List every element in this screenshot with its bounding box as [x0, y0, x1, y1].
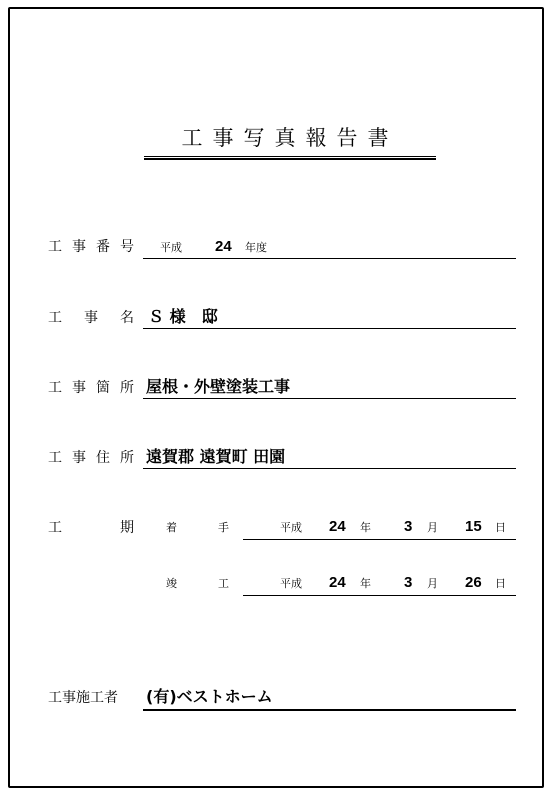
construction-address-label: [48, 449, 134, 467]
start-year: 24: [329, 518, 346, 535]
label-char: 住: [96, 450, 110, 466]
construction-location-label: [48, 379, 134, 397]
label-char: 工: [48, 239, 62, 255]
start-label-char-2: 手: [218, 521, 229, 534]
end-underline: [243, 595, 516, 596]
location-underline: [143, 398, 516, 399]
start-label-char-1: 着: [166, 521, 177, 534]
contractor-value: (有)ベストホーム: [146, 687, 273, 706]
number-year: 24: [215, 238, 232, 255]
label-char: 名: [120, 310, 134, 326]
label-char: 番: [96, 239, 110, 255]
label-char: 号: [120, 239, 134, 255]
start-era: 平成: [280, 521, 302, 534]
label-char: 事: [72, 239, 86, 255]
construction-address-value: 遠賀郡 遠賀町 田園: [146, 447, 286, 466]
label-char: 事: [84, 310, 98, 326]
end-era: 平成: [280, 577, 302, 590]
start-month: 3: [404, 518, 413, 535]
construction-name-value: Ｓ 様 邸: [148, 307, 218, 326]
end-day-unit: 日: [495, 577, 506, 590]
label-char: 工: [48, 310, 62, 326]
number-underline: [143, 258, 516, 259]
end-label-char-2: 工: [218, 577, 229, 590]
end-label-char-1: 竣: [166, 577, 177, 590]
construction-number-label: [48, 238, 134, 256]
construction-location-value: 屋根・外壁塗装工事: [146, 377, 291, 396]
label-char: 事: [72, 450, 86, 466]
end-month: 3: [404, 574, 413, 591]
label-char: 工: [48, 380, 62, 396]
title-underline: [144, 156, 436, 157]
start-year-unit: 年: [360, 521, 371, 534]
construction-period-label: [48, 519, 134, 537]
start-month-unit: 月: [427, 521, 438, 534]
start-day: 15: [465, 518, 482, 535]
start-day-unit: 日: [495, 521, 506, 534]
address-underline: [143, 468, 516, 469]
end-month-unit: 月: [427, 577, 438, 590]
label-char: 期: [120, 520, 134, 536]
label-char: 所: [120, 380, 134, 396]
number-suffix: 年度: [245, 241, 267, 254]
end-day: 26: [465, 574, 482, 591]
start-underline: [243, 539, 516, 540]
document-title: 工事写真報告書: [181, 126, 399, 150]
name-underline: [143, 328, 516, 329]
end-year: 24: [329, 574, 346, 591]
label-char: 箇: [96, 380, 110, 396]
label-char: 工: [48, 450, 62, 466]
construction-name-label: [48, 309, 134, 327]
label-char: 事: [72, 380, 86, 396]
number-era: 平成: [160, 241, 182, 254]
end-year-unit: 年: [360, 577, 371, 590]
label-char: 工: [48, 520, 62, 536]
title-underline-bold: [144, 158, 436, 160]
label-char: 所: [120, 450, 134, 466]
contractor-label: 工事施工者: [48, 690, 118, 706]
contractor-underline: [143, 709, 516, 711]
